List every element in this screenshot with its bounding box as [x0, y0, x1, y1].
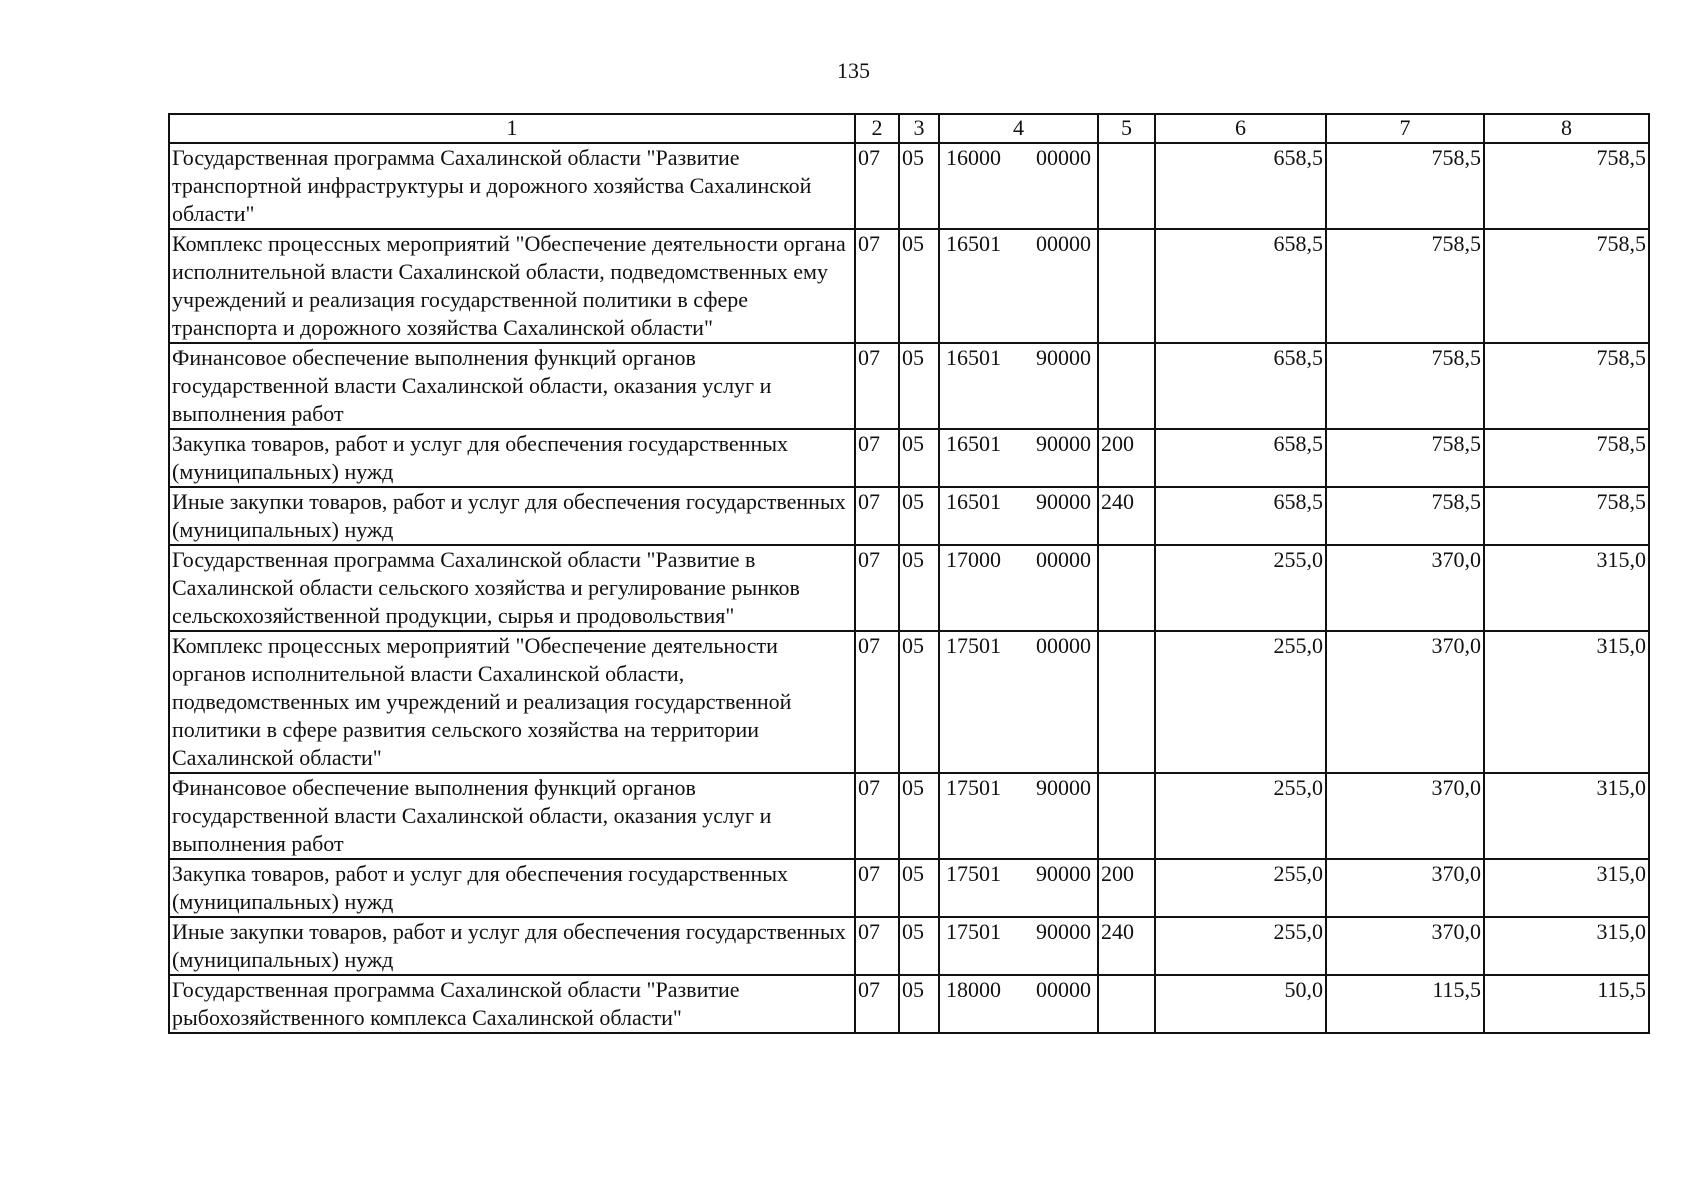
table-row — [169, 343, 1649, 429]
budget-table — [168, 113, 1650, 1034]
row-section-code: 07 — [855, 859, 899, 917]
row-value-col-7: 370,0 — [1326, 631, 1484, 773]
row-section-code: 07 — [855, 343, 899, 429]
row-subsection-code: 05 — [899, 229, 939, 343]
table-row — [169, 859, 1649, 917]
row-target-article-direction: 90000 — [1036, 775, 1091, 800]
row-value-col-8: 758,5 — [1484, 143, 1649, 229]
header-col-1: 1 — [169, 114, 855, 143]
row-name: Государственная программа Сахалинской области "Развитие рыбохозяйственного комплекса Сахалинской области" — [169, 975, 855, 1033]
row-target-article — [939, 773, 1098, 859]
row-target-article-direction: 00000 — [1036, 145, 1091, 170]
row-target-article-direction: 90000 — [1036, 431, 1091, 456]
row-value-col-8: 315,0 — [1484, 631, 1649, 773]
table-row — [169, 917, 1649, 975]
row-section-code: 07 — [855, 631, 899, 773]
row-name: Финансовое обеспечение выполнения функций органов государственной власти Сахалинской области, оказания услуг и выполнения работ — [169, 773, 855, 859]
row-section-code: 07 — [855, 773, 899, 859]
row-section-code: 07 — [855, 917, 899, 975]
row-value-col-7: 758,5 — [1326, 429, 1484, 487]
row-value-col-8: 315,0 — [1484, 773, 1649, 859]
row-subsection-code: 05 — [899, 545, 939, 631]
row-value-col-6: 255,0 — [1155, 859, 1326, 917]
row-target-article — [939, 975, 1098, 1033]
row-target-article-program: 16501 — [946, 231, 1001, 256]
row-value-col-8: 758,5 — [1484, 487, 1649, 545]
row-target-article-program: 16501 — [946, 431, 1001, 456]
row-value-col-8: 315,0 — [1484, 545, 1649, 631]
row-target-article — [939, 429, 1098, 487]
row-value-col-7: 758,5 — [1326, 487, 1484, 545]
row-expense-type — [1098, 229, 1155, 343]
row-value-col-7: 758,5 — [1326, 229, 1484, 343]
row-name: Иные закупки товаров, работ и услуг для обеспечения государственных (муниципальных) нужд — [169, 917, 855, 975]
row-subsection-code: 05 — [899, 143, 939, 229]
row-expense-type: 200 — [1098, 859, 1155, 917]
row-target-article-direction: 90000 — [1036, 489, 1091, 514]
row-expense-type — [1098, 631, 1155, 773]
row-target-article-direction: 00000 — [1036, 231, 1091, 256]
row-target-article — [939, 343, 1098, 429]
row-name: Комплекс процессных мероприятий "Обеспечение деятельности органа исполнительной власти Сахалинской области, подведомственных ему учреждений и реализация государственной политики в сфере транспорта и дорожного хозяйства Сахалинской области" — [169, 229, 855, 343]
row-subsection-code: 05 — [899, 631, 939, 773]
row-name: Государственная программа Сахалинской области "Развитие транспортной инфраструктуры и дорожного хозяйства Сахалинской области" — [169, 143, 855, 229]
row-value-col-8: 115,5 — [1484, 975, 1649, 1033]
row-section-code: 07 — [855, 487, 899, 545]
row-target-article-program: 17501 — [946, 861, 1001, 886]
row-expense-type: 200 — [1098, 429, 1155, 487]
row-section-code: 07 — [855, 229, 899, 343]
row-expense-type: 240 — [1098, 487, 1155, 545]
row-target-article-direction: 00000 — [1036, 633, 1091, 658]
row-target-article-direction: 00000 — [1036, 977, 1091, 1002]
row-value-col-7: 758,5 — [1326, 143, 1484, 229]
row-target-article — [939, 545, 1098, 631]
row-target-article — [939, 143, 1098, 229]
row-name: Закупка товаров, работ и услуг для обеспечения государственных (муниципальных) нужд — [169, 429, 855, 487]
row-target-article-program: 17000 — [946, 547, 1001, 572]
row-name: Комплекс процессных мероприятий "Обеспечение деятельности органов исполнительной власти Сахалинской области, подведомственных им учреждений и реализация государственной политики в сфере развития сельского хозяйства на территории Сахалинской области" — [169, 631, 855, 773]
row-value-col-6: 255,0 — [1155, 917, 1326, 975]
row-subsection-code: 05 — [899, 487, 939, 545]
header-col-2: 2 — [855, 114, 899, 143]
row-target-article-program: 17501 — [946, 633, 1001, 658]
row-target-article-direction: 00000 — [1036, 547, 1091, 572]
row-value-col-7: 370,0 — [1326, 545, 1484, 631]
row-subsection-code: 05 — [899, 773, 939, 859]
row-subsection-code: 05 — [899, 975, 939, 1033]
table-header — [169, 114, 1649, 143]
row-expense-type — [1098, 143, 1155, 229]
header-col-8: 8 — [1484, 114, 1649, 143]
row-target-article-direction: 90000 — [1036, 861, 1091, 886]
row-value-col-7: 115,5 — [1326, 975, 1484, 1033]
header-row — [169, 114, 1649, 143]
row-value-col-6: 50,0 — [1155, 975, 1326, 1033]
row-name: Закупка товаров, работ и услуг для обеспечения государственных (муниципальных) нужд — [169, 859, 855, 917]
table-row — [169, 975, 1649, 1033]
table-row — [169, 429, 1649, 487]
header-col-5: 5 — [1098, 114, 1155, 143]
header-col-3: 3 — [899, 114, 939, 143]
row-target-article — [939, 631, 1098, 773]
row-expense-type — [1098, 975, 1155, 1033]
row-target-article — [939, 487, 1098, 545]
row-target-article-program: 16000 — [946, 145, 1001, 170]
row-value-col-7: 370,0 — [1326, 917, 1484, 975]
page-number: 135 — [837, 58, 870, 83]
row-value-col-6: 255,0 — [1155, 773, 1326, 859]
row-target-article-program: 16501 — [946, 345, 1001, 370]
row-section-code: 07 — [855, 429, 899, 487]
row-value-col-6: 255,0 — [1155, 545, 1326, 631]
row-value-col-8: 758,5 — [1484, 229, 1649, 343]
row-value-col-7: 370,0 — [1326, 859, 1484, 917]
row-value-col-6: 658,5 — [1155, 487, 1326, 545]
row-target-article-program: 18000 — [946, 977, 1001, 1002]
row-name: Иные закупки товаров, работ и услуг для обеспечения государственных (муниципальных) нужд — [169, 487, 855, 545]
row-target-article-program: 17501 — [946, 919, 1001, 944]
row-name: Государственная программа Сахалинской области "Развитие в Сахалинской области сельского хозяйства и регулирование рынков сельскохозяйственной продукции, сырья и продовольствия" — [169, 545, 855, 631]
row-subsection-code: 05 — [899, 859, 939, 917]
header-col-6: 6 — [1155, 114, 1326, 143]
row-target-article-program: 17501 — [946, 775, 1001, 800]
row-expense-type — [1098, 773, 1155, 859]
row-value-col-6: 658,5 — [1155, 143, 1326, 229]
table-row — [169, 143, 1649, 229]
row-expense-type — [1098, 343, 1155, 429]
table-row — [169, 545, 1649, 631]
row-value-col-6: 658,5 — [1155, 343, 1326, 429]
row-value-col-8: 758,5 — [1484, 429, 1649, 487]
table-row — [169, 773, 1649, 859]
row-value-col-8: 315,0 — [1484, 917, 1649, 975]
row-target-article-direction: 90000 — [1036, 345, 1091, 370]
table-body — [169, 143, 1649, 1033]
row-target-article-direction: 90000 — [1036, 919, 1091, 944]
row-name: Финансовое обеспечение выполнения функций органов государственной власти Сахалинской области, оказания услуг и выполнения работ — [169, 343, 855, 429]
row-section-code: 07 — [855, 975, 899, 1033]
row-subsection-code: 05 — [899, 429, 939, 487]
table-row — [169, 487, 1649, 545]
row-section-code: 07 — [855, 143, 899, 229]
table-row — [169, 631, 1649, 773]
row-value-col-7: 758,5 — [1326, 343, 1484, 429]
row-subsection-code: 05 — [899, 917, 939, 975]
header-col-4: 4 — [939, 114, 1098, 143]
header-col-7: 7 — [1326, 114, 1484, 143]
row-target-article — [939, 229, 1098, 343]
row-value-col-8: 315,0 — [1484, 859, 1649, 917]
row-value-col-6: 658,5 — [1155, 429, 1326, 487]
row-value-col-8: 758,5 — [1484, 343, 1649, 429]
table-row — [169, 229, 1649, 343]
row-value-col-6: 658,5 — [1155, 229, 1326, 343]
row-section-code: 07 — [855, 545, 899, 631]
row-subsection-code: 05 — [899, 343, 939, 429]
row-target-article-program: 16501 — [946, 489, 1001, 514]
row-target-article — [939, 859, 1098, 917]
row-expense-type: 240 — [1098, 917, 1155, 975]
row-target-article — [939, 917, 1098, 975]
row-expense-type — [1098, 545, 1155, 631]
row-value-col-7: 370,0 — [1326, 773, 1484, 859]
row-value-col-6: 255,0 — [1155, 631, 1326, 773]
